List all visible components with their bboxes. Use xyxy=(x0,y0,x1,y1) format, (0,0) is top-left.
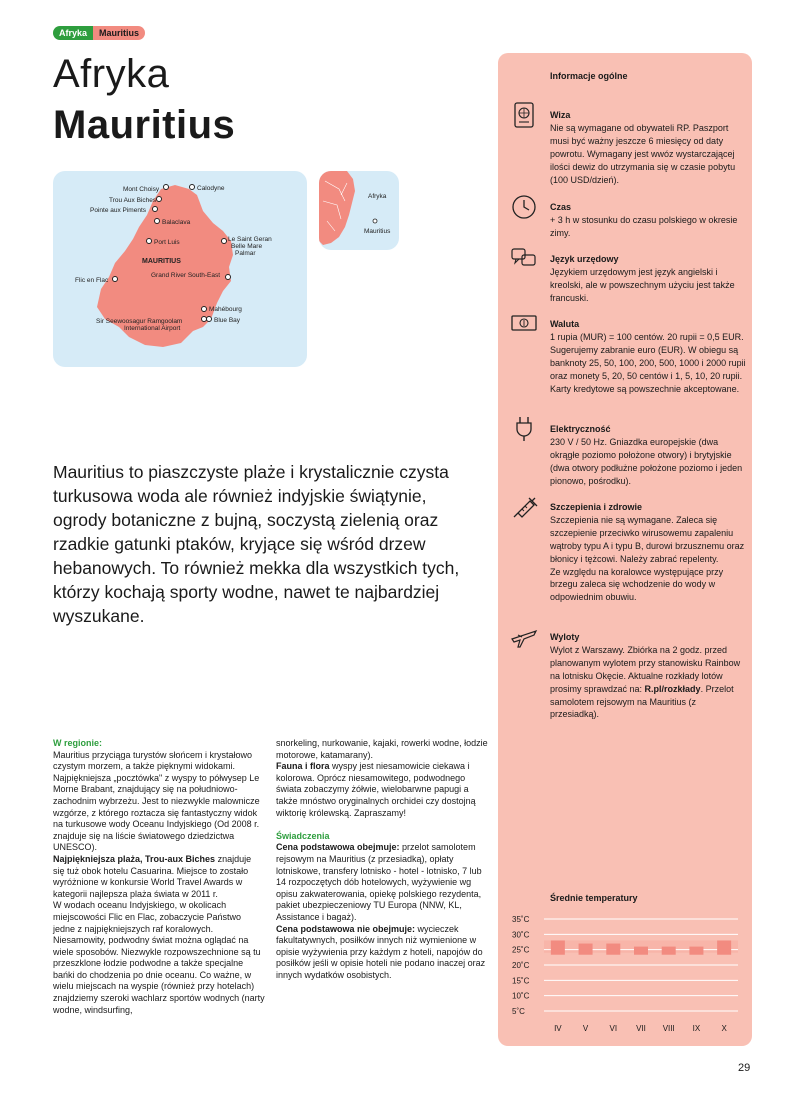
info-item-health xyxy=(550,501,746,604)
map-label: Balaclava xyxy=(162,219,191,226)
section-heading-region: W regionie: xyxy=(53,738,102,748)
speech-bubbles-icon xyxy=(510,245,538,273)
beach-lead: Najpiękniejsza plaża, Trou-aux Biches xyxy=(53,853,216,864)
chart-xtick-label: VI xyxy=(609,1024,618,1033)
info-item-text xyxy=(550,644,746,721)
body-column-2 xyxy=(276,738,488,981)
clock-icon xyxy=(510,193,538,221)
breadcrumb-country[interactable]: Mauritius xyxy=(93,26,145,40)
beach-paragraph xyxy=(53,854,265,900)
page-title: Mauritius xyxy=(53,103,236,147)
chart-bar xyxy=(662,947,676,955)
region-title: Afryka xyxy=(53,52,170,96)
info-item-title: Waluta xyxy=(550,319,580,329)
inset-label-mauritius: Mauritius xyxy=(364,228,391,235)
info-item-title: Elektryczność xyxy=(550,424,611,434)
includes-text: przelot samolotem rejsowym na Mauritius (z przesiadką), opłaty lotniskowe, transfery lotnisko - hotel - lotnisko, 7 lub 14 rozpoczętych dób hotelowych, wyżywienie wg opisu zakwaterowania, opiekę polskiego rezydenta, pakiet ubezpieczeniowy TU Europa (NNW, KL, Assistance i bagaż). xyxy=(276,842,482,922)
chart-ytick-label: 10˚C xyxy=(512,991,530,1001)
map-label: Palmar xyxy=(235,250,256,257)
chart-ytick-label: 15˚C xyxy=(512,976,530,986)
page-number: 29 xyxy=(738,1062,751,1074)
map-label: Blue Bay xyxy=(214,317,241,324)
map-label: International Airport xyxy=(124,325,181,332)
breadcrumb-continent[interactable]: Afryka xyxy=(53,26,93,40)
banknote-icon xyxy=(510,309,538,337)
flights-link[interactable]: R.pl/rozkłady xyxy=(644,683,701,694)
includes-lead: Cena podstawowa obejmuje: xyxy=(276,842,400,853)
flights-text-after: . Przelot samolotem rejsowym na Mauritius (z przesiadką). xyxy=(550,683,734,720)
info-panel xyxy=(498,53,752,1046)
region-paragraph: Mauritius przyciąga turystów słońcem i krystałowo czystym morzem, a także pięknymi widokami. Najpiękniejsza „pocztówka" z wyspy to półwysep Le Morne Brabant, znajdujący się na południowo-zachodnim wybrzeżu. Jest to niezwykle malownicze wzgórze, z którego roztacza się fantastyczny widok na turkusowe wody Oceanu Indyjskiego (Od 2008 r. znajduje się na liście światowego dziedzictwa UNESCO). xyxy=(53,749,260,853)
syringe-icon xyxy=(510,493,538,521)
excludes-paragraph xyxy=(276,924,488,982)
chart-bar xyxy=(551,940,565,954)
section-heading-services: Świadczenia xyxy=(276,830,330,841)
map-label: Mahébourg xyxy=(209,306,242,313)
info-item-text: 230 V / 50 Hz. Gniazdka europejskie (dwa okrągłe poziomo położone otwory) i brytyjskie (dwa otwory podłużne położone poziomo i jeden pionowo, pośrodku). xyxy=(550,436,743,486)
map-label: Port Luis xyxy=(154,239,180,246)
chart-title: Średnie temperatury xyxy=(550,893,638,903)
info-item-text: 1 rupia (MUR) = 100 centów. 20 rupii = 0,5 EUR. Sugerujemy zabranie euro (EUR). W obiegu są banknoty 25, 50, 100, 200, 500, 1000 i 2000 rupii oraz monety 5, 20, 50 centów i 1, 5, 10, 20 rupii. Karty kredytowe są powszechnie akceptowane. xyxy=(550,331,746,394)
chart-bar xyxy=(634,947,648,955)
chart-xtick-label: X xyxy=(721,1024,727,1033)
beach-text: znajduje się tuż obok hotelu Casuarina. Miejsce to zostało wyróżnione w konkursie World Travel Awards w kategorii najlepsza plaża świata w 2011 r. xyxy=(53,853,252,899)
fauna-paragraph xyxy=(276,761,488,819)
airplane-icon xyxy=(510,623,538,651)
info-item-time xyxy=(550,201,746,240)
map-label: Trou Aux Biches xyxy=(109,197,157,204)
info-item-title: Wiza xyxy=(550,110,571,120)
chart-bar xyxy=(717,940,731,954)
info-item-visa xyxy=(550,109,746,186)
info-item-title: Czas xyxy=(550,202,572,212)
excludes-lead: Cena podstawowa nie obejmuje: xyxy=(276,923,416,934)
info-item-title: Wyloty xyxy=(550,632,580,642)
chart-bar xyxy=(689,947,703,955)
inset-map xyxy=(319,171,399,250)
chart-bar xyxy=(606,944,620,955)
passport-icon xyxy=(510,101,538,129)
chart-xtick-label: IX xyxy=(692,1024,701,1033)
body-column-1 xyxy=(53,738,265,1016)
map-label: Flic en Flac xyxy=(75,277,109,284)
map-label: Sir Seewoosagur Ramgoolam xyxy=(96,318,183,325)
map-island-label: MAURITIUS xyxy=(142,258,181,265)
excludes-text: wycieczek fakultatywnych, posiłków innych niż wymienione w opisie wyżywienia przy każdym z hoteli, napojów do posiłków jeśli w opisie hoteli nie podano inaczej oraz innych wydatków osobistych. xyxy=(276,923,486,980)
breadcrumb xyxy=(53,26,145,40)
chart-ytick-label: 35˚C xyxy=(512,915,530,924)
info-item-text: Szczepienia nie są wymagane. Zaleca się szczepienie przeciwko wirusowemu zapaleniu wątroby typu A i typu B, durowi brzusznemu oraz błonicy i tężcowi. Należy zabrać repelenty. Ze względu na koralowce występujące przy brzegu zaleca się wchodzenie do wody w odpowiednim obuwiu. xyxy=(550,514,745,603)
island-map xyxy=(53,171,307,367)
info-panel-title: Informacje ogólne xyxy=(550,71,628,81)
info-item-text: Językiem urzędowym jest język angielski i kreolski, ale w powszechnym użyciu jest także francuski. xyxy=(550,266,735,303)
info-item-title: Szczepienia i zdrowie xyxy=(550,502,643,512)
island-map-svg xyxy=(53,171,307,367)
chart-ytick-label: 25˚C xyxy=(512,945,530,955)
temperature-chart xyxy=(506,911,746,1037)
reef-paragraph: W wodach oceanu Indyjskiego, w okolicach miejscowości Flic en Flac, zobaczycie Państwo jedne z najpiękniejszych raf koralowych. Niesamowity, podwodny świat można oglądać na wiele sposobów. Niezwykle rozpowszechnione są tu przeszklone łodzie podwodne a także specjalne bańki do chodzenia po dnie oceanu. Co ważne, w wielu miejscach na wyspie (również przy hotelach) znajdziemy szeroki wachlarz sportów wodnych (narty wodne, windsurfing, xyxy=(53,900,265,1015)
info-item-flights xyxy=(550,631,746,721)
chart-ytick-label: 20˚C xyxy=(512,961,530,970)
chart-xtick-label: IV xyxy=(554,1024,562,1033)
info-item-text: + 3 h w stosunku do czasu polskiego w okresie zimy. xyxy=(550,214,738,238)
sports-paragraph: snorkeling, nurkowanie, kajaki, rowerki wodne, łodzie motorowe, katamarany). xyxy=(276,738,488,760)
chart-xtick-label: VIII xyxy=(662,1024,675,1033)
chart-bar xyxy=(579,944,593,955)
info-item-title: Język urzędowy xyxy=(550,254,619,264)
chart-xtick-label: VII xyxy=(636,1024,646,1033)
map-label: Pointe aux Piments xyxy=(90,207,147,214)
africa-shape xyxy=(319,171,355,245)
chart-ytick-label: 30˚C xyxy=(512,930,530,940)
includes-paragraph xyxy=(276,842,488,923)
inset-map-svg xyxy=(319,171,399,250)
chart-xtick-label: V xyxy=(582,1024,589,1033)
map-label: Belle Mare xyxy=(231,243,263,250)
inset-label-africa: Afryka xyxy=(368,193,387,200)
map-label: Calodyne xyxy=(197,185,225,192)
info-item-electricity xyxy=(550,423,746,488)
info-item-text: Nie są wymagane od obywateli RP. Paszport musi być ważny jeszcze 6 miesięcy od daty powrotu. Wymagany jest wwóz wystarczającej ilości dewiz do utrzymania się w czasie pobytu (100 USD/dzień). xyxy=(550,122,736,185)
chart-ytick-label: 5˚C xyxy=(512,1007,525,1016)
intro-paragraph: Mauritius to piaszczyste plaże i krystalicznie czysta turkusowa woda ale również indyjskie świątynie, ogrody botaniczne z bujną, soczystą zielenią oraz rzadkie gatunki ptaków, kryjące się wśród drzew hebanowych. To również mekka dla wszystkich tych, którzy kochają sporty wodne, nawet te najbardziej wyszukane. xyxy=(53,462,460,626)
info-item-language xyxy=(550,253,746,305)
fauna-lead: Fauna i flora xyxy=(276,761,330,772)
fauna-text: wyspy jest niesamowicie ciekawa i kolorowa. Oprócz niesamowitego, podwodnego świata zobaczymy żółwie, wielobarwne papugi a także mnóstwo oryginalnych orchidei czy dostojną wiktorię królewską. Zapraszamy! xyxy=(276,761,476,818)
flights-text: Wylot z Warszawy. Zbiórka na 2 godz. przed planowanym wylotem przy stanowisku Rainbow na lotnisku Okęcie. Aktualne rozkłady lotów prosimy sprawdzać na: xyxy=(550,644,741,694)
map-label: Mont Choisy xyxy=(123,186,160,193)
map-label: Le Saint Geran xyxy=(228,236,272,243)
info-item-currency xyxy=(550,318,746,395)
plug-icon xyxy=(510,415,538,443)
map-label: Grand River South-East xyxy=(151,272,221,279)
